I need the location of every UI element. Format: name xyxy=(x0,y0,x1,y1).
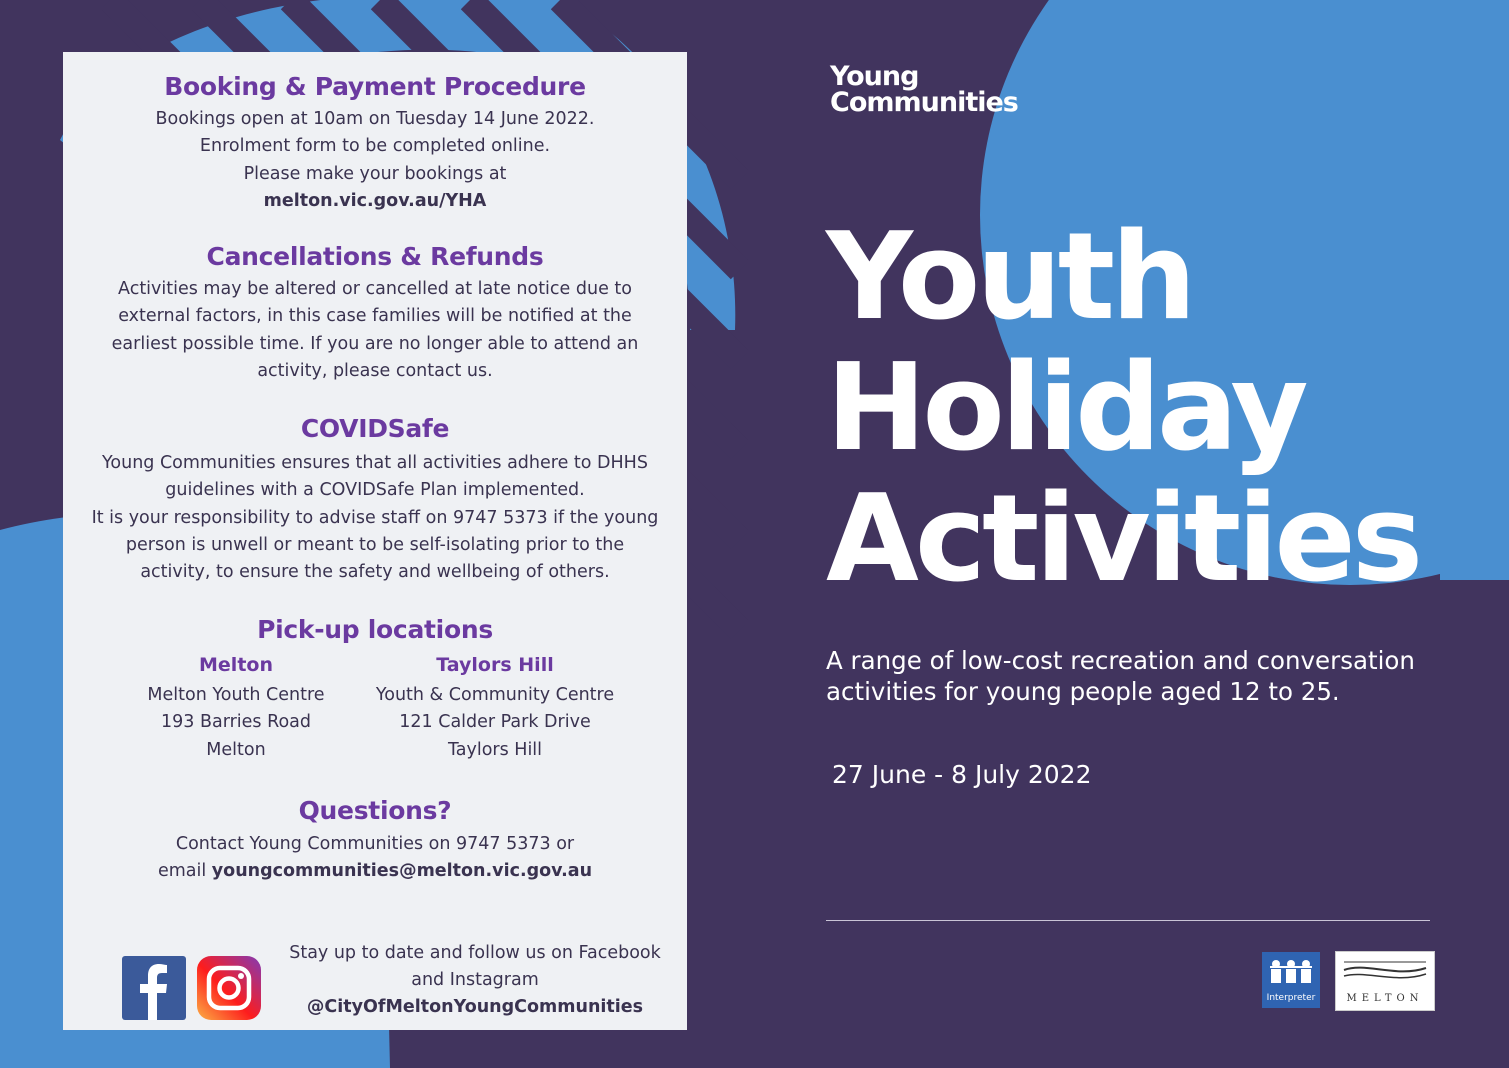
cancellations-text: Activities may be altered or cancelled at late notice due to external factors, in this case families will be notified at the earliest possible time. If you are no longer able to attend an activity, please contact us. xyxy=(111,279,639,381)
info-card xyxy=(63,52,687,1030)
young-communities-logo: Young Communities xyxy=(830,61,1018,118)
interpreter-people-icon xyxy=(1262,952,1320,992)
social-icons xyxy=(121,955,263,1025)
facebook-icon[interactable] xyxy=(122,956,186,1020)
questions-heading: Questions? xyxy=(298,796,452,825)
social-handle[interactable]: @CityOfMeltonYoungCommunities xyxy=(306,997,644,1017)
instagram-icon[interactable] xyxy=(197,956,261,1020)
booking-heading: Booking & Payment Procedure xyxy=(164,72,586,101)
booking-link[interactable]: melton.vic.gov.au/YHA xyxy=(263,190,487,211)
covid-heading: COVIDSafe xyxy=(300,414,450,443)
melton-emblem-icon xyxy=(1336,952,1434,988)
pickup-heading: Pick-up locations xyxy=(257,615,493,644)
pickup-location-melton: Melton Melton Youth Centre 193 Barries Road Melton xyxy=(147,654,325,760)
cancellations-heading: Cancellations & Refunds xyxy=(206,242,544,271)
booking-text: Bookings open at 10am on Tuesday 14 June 2022. Enrolment form to be completed online. Please make your bookings at melton.vic.gov.au/YHA xyxy=(63,106,687,215)
covid-text: Young Communities ensures that all activities adhere to DHHS guidelines with a COVIDSafe Plan implemented. It is your responsibility to advise staff on 9747 5373 if the young person is unwell or meant to be self-isolating prior to the activity, to ensure the safety and wellbeing of others. xyxy=(91,453,659,583)
questions-text: Contact Young Communities on 9747 5373 or email youngcommunities@melton.vic.gov.au xyxy=(157,834,593,882)
email-link[interactable]: youngcommunities@melton.vic.gov.au xyxy=(211,861,593,882)
subtitle: A range of low-cost recreation and conversation activities for young people aged 12 to 25. xyxy=(826,646,1415,706)
pickup-location-taylors-hill: Taylors Hill Youth & Community Centre 121 Calder Park Drive Taylors Hill xyxy=(375,654,615,760)
page-title: Youth Holiday Activities xyxy=(826,208,1420,609)
event-dates: 27 June - 8 July 2022 xyxy=(832,760,1092,789)
social-follow-text: Stay up to date and follow us on Facebook and Instagram @CityOfMeltonYoungCommunities xyxy=(283,940,667,1021)
city-of-melton-logo: MELTON xyxy=(1335,951,1435,1011)
divider xyxy=(826,920,1430,921)
interpreter-logo: Interpreter xyxy=(1262,952,1320,1008)
